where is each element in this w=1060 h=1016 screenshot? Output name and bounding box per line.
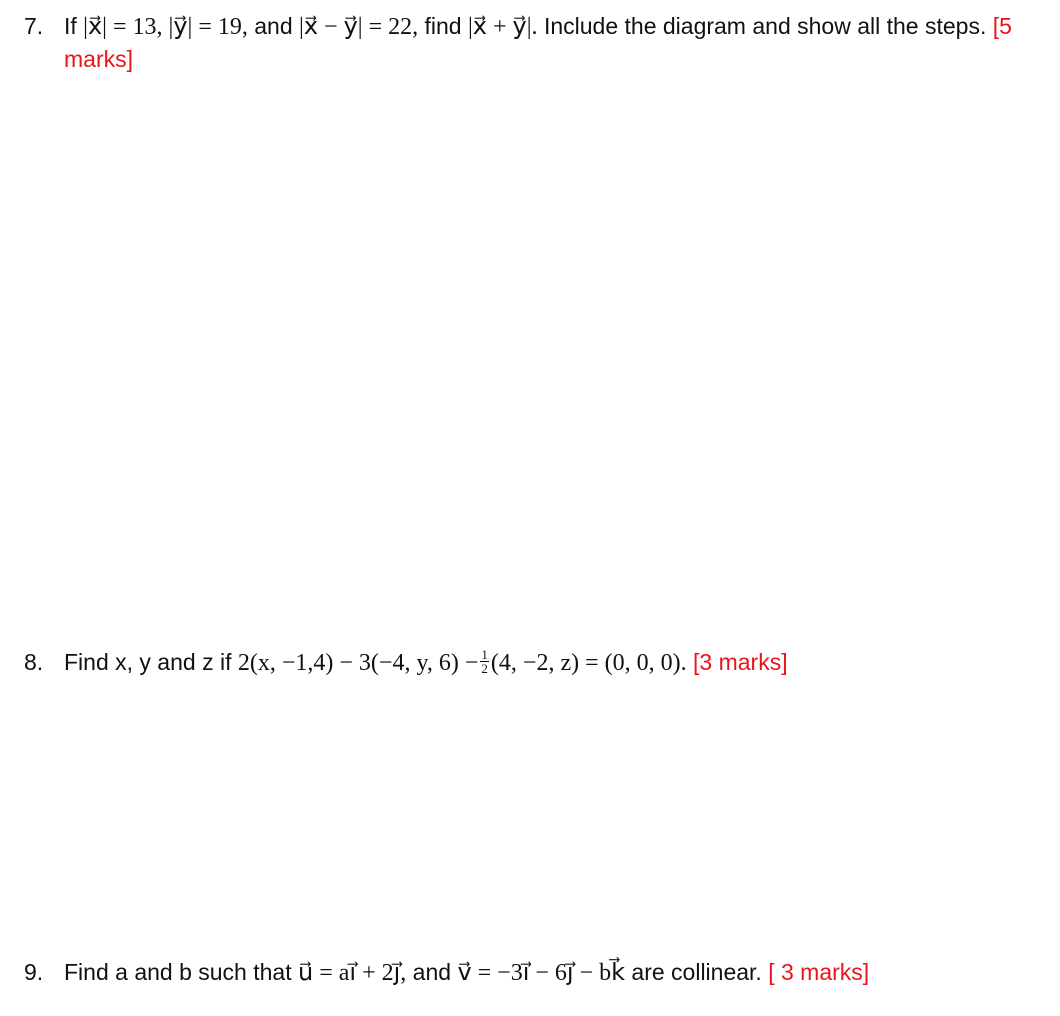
question-text	[64, 956, 1034, 989]
question-text-segment: If	[64, 13, 84, 39]
question-text-segment: and	[247, 13, 300, 39]
question-text-segment: Find x, y and z if	[64, 649, 238, 675]
fraction-denominator: 2	[481, 661, 488, 677]
question-text	[64, 10, 1034, 75]
question-number: 7.	[24, 13, 44, 39]
question-text-segment: Find a and b such that	[64, 959, 298, 985]
math-expression: |x⃗| = 13, |y⃗| = 19,	[83, 14, 248, 40]
math-expression: 2(x, −1,4) − 3(−4, y, 6) −	[237, 650, 479, 676]
question-number: 8.	[24, 649, 44, 675]
math-expression: (4, −2, z) = (0, 0, 0).	[490, 650, 687, 676]
fraction-numerator: 1	[481, 647, 488, 663]
question-8	[24, 646, 1034, 679]
marks-label: [5 marks]	[64, 13, 1012, 72]
math-expression: |x⃗ + y⃗|.	[468, 14, 538, 40]
question-number: 9.	[24, 959, 44, 985]
math-expression: |x⃗ − y⃗| = 22,	[299, 14, 419, 40]
fraction	[480, 648, 489, 675]
question-text-segment: and	[406, 959, 458, 985]
question-7	[24, 10, 1034, 75]
question-text	[64, 646, 1034, 679]
question-text-segment: are collinear.	[625, 959, 769, 985]
math-expression: v⃗ = −3i⃗ − 6j⃗ − bk⃗	[457, 960, 626, 986]
question-text-segment: find	[418, 13, 468, 39]
question-9	[24, 956, 1034, 989]
marks-label: [3 marks]	[693, 649, 788, 675]
marks-label: [ 3 marks]	[768, 959, 870, 985]
math-expression: u⃗ = ai⃗ + 2j⃗,	[298, 960, 407, 986]
question-text-segment: Include the diagram and show all the steps.	[537, 13, 993, 39]
